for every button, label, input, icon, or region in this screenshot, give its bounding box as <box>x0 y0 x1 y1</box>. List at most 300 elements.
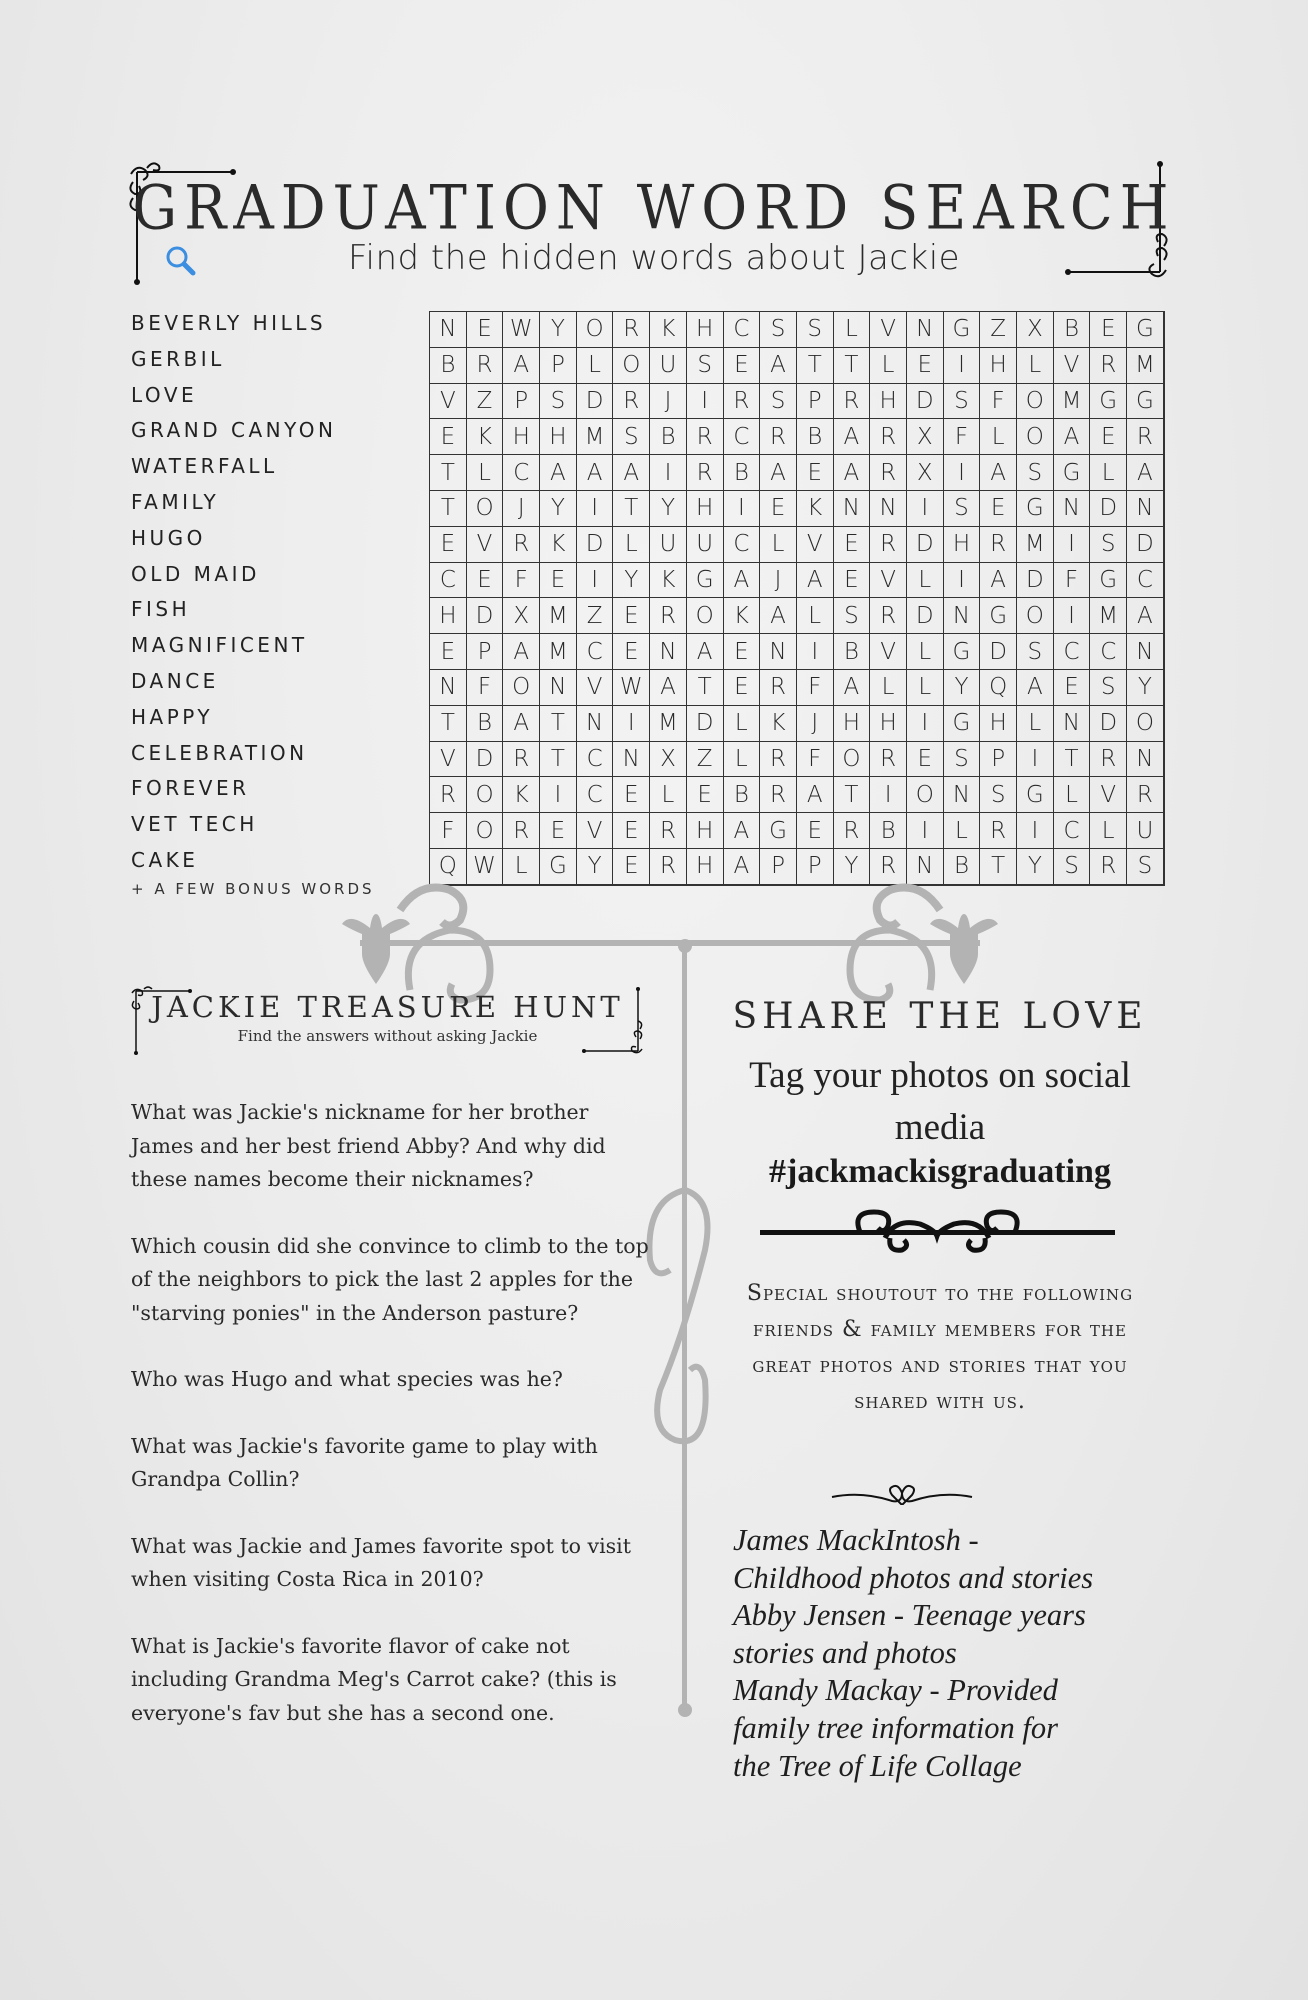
grid-cell: T <box>980 849 1017 885</box>
grid-cell: L <box>503 849 540 885</box>
grid-cell: J <box>797 706 834 742</box>
grid-cell: X <box>650 742 687 778</box>
grid-cell: A <box>760 348 797 384</box>
grid-cell: K <box>650 563 687 599</box>
grid-cell: A <box>503 348 540 384</box>
word-list-item: FAMILY <box>131 489 220 514</box>
grid-cell: H <box>980 348 1017 384</box>
grid-cell: D <box>907 527 944 563</box>
grid-cell: R <box>760 742 797 778</box>
grid-cell: D <box>1090 706 1127 742</box>
grid-cell: N <box>1054 706 1091 742</box>
grid-cell: F <box>1054 563 1091 599</box>
grid-cell: L <box>1090 813 1127 849</box>
grid-cell: V <box>1090 777 1127 813</box>
grid-cell: A <box>687 634 724 670</box>
grid-cell: S <box>1127 849 1164 885</box>
grid-cell: N <box>1127 634 1164 670</box>
grid-cell: S <box>834 598 871 634</box>
grid-cell: I <box>1054 527 1091 563</box>
grid-cell: E <box>1054 670 1091 706</box>
grid-cell: L <box>1017 348 1054 384</box>
grid-cell: T <box>540 706 577 742</box>
treasure-hunt-title: JACKIE TREASURE HUNT <box>151 990 624 1024</box>
grid-cell: M <box>577 419 614 455</box>
grid-cell: T <box>613 491 650 527</box>
grid-cell: E <box>540 563 577 599</box>
grid-cell: A <box>760 455 797 491</box>
grid-cell: G <box>1127 384 1164 420</box>
grid-cell: R <box>1127 419 1164 455</box>
grid-cell: P <box>760 849 797 885</box>
grid-cell: C <box>577 777 614 813</box>
grid-cell: N <box>430 670 467 706</box>
grid-cell: K <box>760 706 797 742</box>
grid-cell: N <box>430 312 467 348</box>
grid-cell: C <box>577 742 614 778</box>
grid-cell: R <box>870 419 907 455</box>
question-item: What is Jackie's favorite flavor of cake not including Grandma Meg's Carrot cake? (this is everyone's fav but she has a second one. <box>131 1633 617 1725</box>
grid-cell: I <box>944 455 981 491</box>
grid-cell: Y <box>540 491 577 527</box>
grid-cell: E <box>834 527 871 563</box>
grid-cell: E <box>760 491 797 527</box>
grid-cell: I <box>907 813 944 849</box>
grid-cell: N <box>540 670 577 706</box>
grid-cell: R <box>1127 777 1164 813</box>
grid-cell: R <box>724 384 761 420</box>
grid-cell: Q <box>980 670 1017 706</box>
grid-cell: C <box>503 455 540 491</box>
grid-cell: I <box>907 491 944 527</box>
grid-cell: D <box>980 634 1017 670</box>
grid-cell: L <box>834 312 871 348</box>
grid-cell: U <box>650 348 687 384</box>
grid-cell: H <box>430 598 467 634</box>
grid-cell: A <box>503 706 540 742</box>
grid-cell: M <box>540 634 577 670</box>
grid-cell: B <box>797 419 834 455</box>
grid-cell: R <box>467 348 504 384</box>
grid-cell: Y <box>540 312 577 348</box>
grid-cell: P <box>797 384 834 420</box>
grid-cell: S <box>687 348 724 384</box>
grid-cell: O <box>687 598 724 634</box>
grid-cell: A <box>540 455 577 491</box>
grid-cell: A <box>1127 598 1164 634</box>
grid-cell: B <box>1054 312 1091 348</box>
grid-cell: E <box>907 348 944 384</box>
grid-cell: A <box>834 455 871 491</box>
grid-cell: A <box>980 563 1017 599</box>
grid-cell: R <box>834 384 871 420</box>
grid-cell: K <box>797 491 834 527</box>
grid-cell: O <box>613 348 650 384</box>
grid-cell: D <box>467 598 504 634</box>
grid-cell: H <box>944 527 981 563</box>
grid-cell: B <box>724 777 761 813</box>
grid-cell: R <box>650 813 687 849</box>
question-item: What was Jackie's nickname for her brother James and her best friend Abby? And why did these names become their nicknames? <box>131 1100 606 1191</box>
credit-line: James MackIntosh - <box>733 1523 979 1557</box>
grid-cell: R <box>760 419 797 455</box>
grid-cell: I <box>907 706 944 742</box>
grid-cell: K <box>503 777 540 813</box>
grid-cell: G <box>1090 384 1127 420</box>
grid-cell: A <box>503 634 540 670</box>
grid-cell: O <box>467 491 504 527</box>
grid-cell: Y <box>834 849 871 885</box>
word-list-item: BEVERLY HILLS <box>131 311 327 335</box>
grid-cell: P <box>467 634 504 670</box>
grid-cell: B <box>724 455 761 491</box>
grid-cell: E <box>724 670 761 706</box>
grid-cell: I <box>724 491 761 527</box>
grid-cell: V <box>870 563 907 599</box>
grid-cell: L <box>467 455 504 491</box>
grid-cell: R <box>503 742 540 778</box>
grid-cell: O <box>907 777 944 813</box>
word-list-item: CAKE <box>131 847 199 872</box>
grid-cell: G <box>1054 455 1091 491</box>
grid-cell: V <box>1054 348 1091 384</box>
grid-cell: R <box>687 455 724 491</box>
grid-cell: E <box>430 634 467 670</box>
grid-cell: V <box>577 670 614 706</box>
grid-cell: M <box>540 598 577 634</box>
word-list-item: HUGO <box>131 525 206 550</box>
word-search-grid <box>429 311 1165 886</box>
grid-cell: R <box>503 813 540 849</box>
grid-cell: T <box>430 706 467 742</box>
grid-cell: R <box>503 527 540 563</box>
grid-cell: E <box>1090 312 1127 348</box>
grid-cell: N <box>870 491 907 527</box>
grid-cell: S <box>944 742 981 778</box>
grid-cell: M <box>1127 348 1164 384</box>
grid-cell: V <box>797 527 834 563</box>
grid-cell: U <box>687 527 724 563</box>
grid-cell: T <box>687 670 724 706</box>
grid-cell: X <box>1017 312 1054 348</box>
grid-cell: H <box>834 706 871 742</box>
bonus-words-note: + A FEW BONUS WORDS <box>131 880 375 898</box>
grid-cell: A <box>724 813 761 849</box>
grid-cell: O <box>834 742 871 778</box>
grid-cell: E <box>467 563 504 599</box>
grid-cell: N <box>577 706 614 742</box>
grid-cell: E <box>430 527 467 563</box>
word-list-item: WATERFALL <box>131 454 278 479</box>
grid-cell: R <box>613 312 650 348</box>
grid-cell: D <box>577 384 614 420</box>
grid-cell: G <box>1127 312 1164 348</box>
grid-cell: L <box>980 419 1017 455</box>
grid-cell: L <box>613 527 650 563</box>
grid-cell: G <box>1017 491 1054 527</box>
grid-cell: A <box>834 670 871 706</box>
grid-cell: P <box>540 348 577 384</box>
grid-cell: T <box>834 348 871 384</box>
grid-cell: P <box>980 742 1017 778</box>
grid-cell: S <box>944 384 981 420</box>
grid-cell: R <box>613 384 650 420</box>
grid-cell: S <box>760 312 797 348</box>
grid-cell: E <box>613 634 650 670</box>
shoutout-text: Special shoutout to the following friends & family members for the great photos and stories that you shared with us. <box>746 1281 1134 1414</box>
grid-cell: E <box>797 813 834 849</box>
grid-cell: R <box>650 849 687 885</box>
grid-cell: X <box>907 455 944 491</box>
grid-cell: L <box>870 670 907 706</box>
grid-cell: G <box>944 634 981 670</box>
grid-cell: A <box>797 563 834 599</box>
word-list-item: HAPPY <box>131 704 214 729</box>
word-list-item: CELEBRATION <box>131 740 308 765</box>
grid-cell: S <box>540 384 577 420</box>
treasure-hunt-subtitle: Find the answers without asking Jackie <box>237 1027 538 1045</box>
grid-cell: S <box>944 491 981 527</box>
grid-cell: L <box>577 348 614 384</box>
grid-cell: N <box>944 777 981 813</box>
grid-cell: Y <box>613 563 650 599</box>
grid-cell: V <box>430 384 467 420</box>
grid-cell: B <box>650 419 687 455</box>
grid-cell: N <box>650 634 687 670</box>
grid-cell: E <box>613 777 650 813</box>
grid-cell: S <box>1090 527 1127 563</box>
grid-cell: C <box>724 312 761 348</box>
grid-cell: A <box>797 777 834 813</box>
grid-cell: I <box>870 777 907 813</box>
grid-cell: T <box>540 742 577 778</box>
grid-cell: C <box>1054 813 1091 849</box>
grid-cell: L <box>907 563 944 599</box>
grid-cell: G <box>687 563 724 599</box>
grid-cell: N <box>613 742 650 778</box>
grid-cell: A <box>724 849 761 885</box>
word-list <box>131 308 336 881</box>
grid-cell: O <box>1017 419 1054 455</box>
grid-cell: D <box>1017 563 1054 599</box>
grid-cell: G <box>1090 563 1127 599</box>
question-item: Which cousin did she convince to climb to the top of the neighbors to pick the last 2 apples for the "starving ponies" in the Anderson pasture? <box>131 1233 649 1325</box>
page-title: GRADUATION WORD SEARCH <box>132 173 1176 244</box>
grid-cell: G <box>944 706 981 742</box>
grid-cell: A <box>1127 455 1164 491</box>
word-list-item: VET TECH <box>131 812 258 837</box>
grid-cell: F <box>467 670 504 706</box>
grid-cell: E <box>430 419 467 455</box>
grid-cell: G <box>1017 777 1054 813</box>
word-list-item: OLD MAID <box>131 561 260 586</box>
credit-line: Childhood photos and stories <box>733 1560 1094 1595</box>
grid-cell: L <box>1054 777 1091 813</box>
credit-line: the Tree of Life Collage <box>733 1748 1022 1783</box>
grid-cell: A <box>613 455 650 491</box>
grid-cell: S <box>1017 634 1054 670</box>
grid-cell: A <box>650 670 687 706</box>
grid-cell: K <box>650 312 687 348</box>
grid-cell: B <box>870 813 907 849</box>
grid-cell: I <box>944 563 981 599</box>
grid-cell: E <box>613 813 650 849</box>
grid-cell: I <box>540 777 577 813</box>
grid-cell: F <box>430 813 467 849</box>
grid-cell: V <box>577 813 614 849</box>
grid-cell: E <box>834 563 871 599</box>
grid-cell: D <box>1127 527 1164 563</box>
grid-cell: L <box>724 706 761 742</box>
grid-cell: I <box>944 348 981 384</box>
credit-line: Mandy Mackay - Provided <box>733 1673 1058 1708</box>
grid-cell: E <box>540 813 577 849</box>
grid-cell: R <box>870 849 907 885</box>
grid-cell: D <box>907 598 944 634</box>
question-item: Who was Hugo and what species was he? <box>131 1367 563 1391</box>
grid-cell: E <box>797 455 834 491</box>
page-subtitle: Find the hidden words about Jackie <box>347 238 961 278</box>
grid-cell: L <box>760 527 797 563</box>
grid-cell: L <box>797 598 834 634</box>
grid-cell: A <box>577 455 614 491</box>
word-list-item: GRAND CANYON <box>131 418 337 443</box>
credits-list <box>733 1522 1153 1785</box>
grid-cell: V <box>467 527 504 563</box>
grid-cell: L <box>1090 455 1127 491</box>
credit-line: stories and photos <box>733 1635 957 1670</box>
grid-cell: V <box>870 312 907 348</box>
grid-cell: H <box>540 419 577 455</box>
grid-cell: T <box>834 777 871 813</box>
grid-cell: I <box>613 706 650 742</box>
grid-cell: A <box>760 598 797 634</box>
grid-cell: O <box>1017 384 1054 420</box>
grid-cell: C <box>1127 563 1164 599</box>
grid-cell: W <box>503 312 540 348</box>
grid-cell: A <box>834 419 871 455</box>
grid-cell: R <box>834 813 871 849</box>
grid-cell: C <box>577 634 614 670</box>
grid-cell: S <box>1017 455 1054 491</box>
grid-cell: L <box>650 777 687 813</box>
grid-cell: D <box>907 384 944 420</box>
grid-cell: Y <box>650 491 687 527</box>
grid-cell: A <box>1054 419 1091 455</box>
grid-cell: P <box>797 849 834 885</box>
grid-cell: E <box>687 777 724 813</box>
grid-cell: H <box>980 706 1017 742</box>
grid-cell: D <box>1090 491 1127 527</box>
flourish-divider-icon <box>760 1208 1115 1258</box>
grid-cell: L <box>907 670 944 706</box>
grid-cell: I <box>797 634 834 670</box>
grid-cell: F <box>797 670 834 706</box>
grid-cell: E <box>724 634 761 670</box>
question-list <box>131 1096 651 1763</box>
word-list-item: MAGNIFICENT <box>131 633 308 658</box>
grid-cell: J <box>503 491 540 527</box>
grid-cell: B <box>834 634 871 670</box>
grid-cell: G <box>760 813 797 849</box>
grid-cell: I <box>1017 813 1054 849</box>
grid-cell: A <box>980 455 1017 491</box>
word-list-item: LOVE <box>131 382 198 407</box>
grid-cell: J <box>650 384 687 420</box>
grid-cell: D <box>467 742 504 778</box>
grid-cell: H <box>870 384 907 420</box>
grid-cell: C <box>1054 634 1091 670</box>
grid-cell: R <box>760 670 797 706</box>
grid-cell: H <box>503 419 540 455</box>
hashtag: #jackmackisgraduating <box>769 1153 1111 1190</box>
grid-cell: G <box>980 598 1017 634</box>
grid-cell: I <box>1054 598 1091 634</box>
grid-cell: J <box>760 563 797 599</box>
grid-cell: M <box>1090 598 1127 634</box>
grid-cell: B <box>430 348 467 384</box>
grid-cell: N <box>1127 491 1164 527</box>
grid-cell: A <box>1017 670 1054 706</box>
grid-cell: R <box>980 813 1017 849</box>
grid-cell: C <box>1090 634 1127 670</box>
grid-cell: R <box>1090 348 1127 384</box>
grid-cell: R <box>1090 742 1127 778</box>
grid-cell: R <box>870 527 907 563</box>
grid-cell: T <box>430 455 467 491</box>
grid-cell: K <box>540 527 577 563</box>
grid-cell: Z <box>467 384 504 420</box>
grid-cell: S <box>1090 670 1127 706</box>
grid-cell: N <box>907 312 944 348</box>
grid-cell: Q <box>430 849 467 885</box>
grid-cell: R <box>1090 849 1127 885</box>
grid-cell: N <box>1127 742 1164 778</box>
grid-cell: E <box>613 849 650 885</box>
grid-cell: V <box>430 742 467 778</box>
grid-cell: H <box>687 849 724 885</box>
grid-cell: W <box>467 849 504 885</box>
grid-cell: O <box>467 813 504 849</box>
grid-cell: O <box>577 312 614 348</box>
grid-cell: L <box>944 813 981 849</box>
grid-cell: I <box>1017 742 1054 778</box>
grid-cell: U <box>650 527 687 563</box>
grid-cell: R <box>870 598 907 634</box>
grid-cell: N <box>1054 491 1091 527</box>
grid-cell: R <box>687 419 724 455</box>
grid-cell: H <box>687 491 724 527</box>
grid-cell: S <box>980 777 1017 813</box>
grid-cell: R <box>650 598 687 634</box>
grid-cell: G <box>540 849 577 885</box>
grid-cell: E <box>613 598 650 634</box>
grid-cell: O <box>1127 706 1164 742</box>
grid-cell: R <box>760 777 797 813</box>
grid-cell: U <box>1127 813 1164 849</box>
grid-cell: M <box>650 706 687 742</box>
grid-cell: Z <box>980 312 1017 348</box>
grid-cell: M <box>1017 527 1054 563</box>
grid-cell: I <box>577 563 614 599</box>
grid-cell: F <box>944 419 981 455</box>
grid-cell: I <box>687 384 724 420</box>
grid-cell: E <box>980 491 1017 527</box>
grid-cell: B <box>467 706 504 742</box>
word-list-item: FISH <box>131 597 191 622</box>
grid-cell: D <box>687 706 724 742</box>
grid-cell: H <box>687 312 724 348</box>
